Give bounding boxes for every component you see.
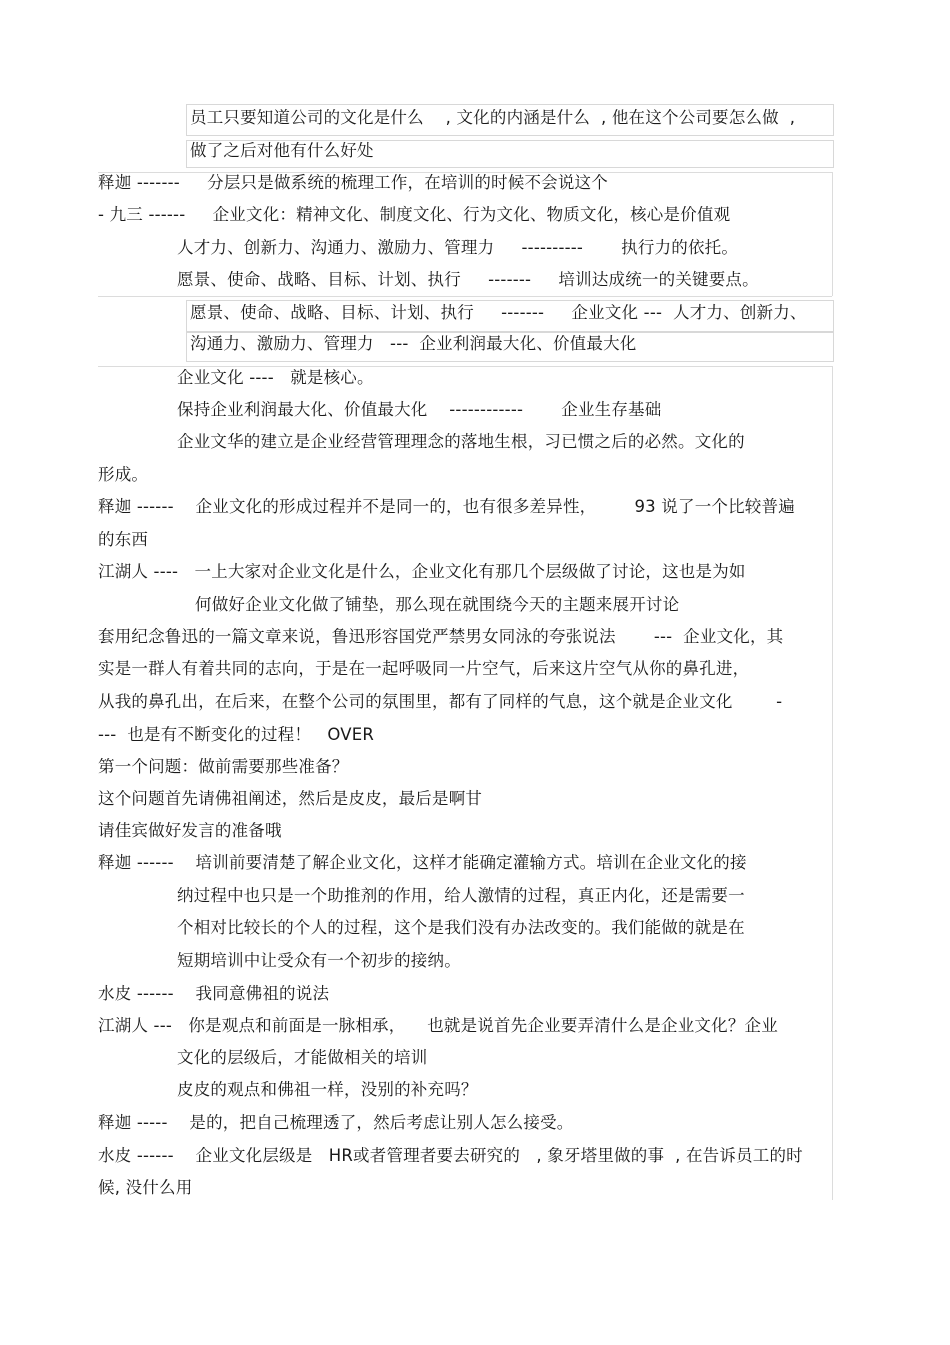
- text-line: 江湖人 --- 你是观点和前面是一脉相承， 也就是说首先企业要弄清什么是企业文化？企业: [98, 1016, 778, 1035]
- text-line: 员工只要知道公司的文化是什么 , 文化的内涵是什么 , 他在这个公司要怎么做 ,: [190, 108, 796, 127]
- text-line: 释迦 ------ 企业文化的形成过程并不是同一的，也有很多差异性， 93 说了一个比较普遍: [98, 497, 795, 516]
- text-line: 愿景、使命、战略、目标、计划、执行 ------- 培训达成统一的关键要点。: [177, 270, 759, 289]
- text-line: --- 也是有不断变化的过程！ OVER: [98, 725, 375, 744]
- text-line: 释迦 ------ 培训前要清楚了解企业文化，这样才能确定灌输方式。培训在企业文化的接: [98, 853, 747, 872]
- text-line: 释迦 ------- 分层只是做系统的梳理工作，在培训的时候不会说这个: [98, 173, 608, 192]
- table-rule: [832, 366, 833, 1200]
- text-line: 纳过程中也只是一个助推剂的作用，给人激情的过程，真正内化，还是需要一: [177, 886, 745, 905]
- text-line: 沟通力、激励力、管理力 --- 企业利润最大化、价值最大化: [190, 334, 637, 353]
- text-line: 释迦 ----- 是的，把自己梳理透了，然后考虑让别人怎么接受。: [98, 1113, 574, 1132]
- text-line: 江湖人 ---- 一上大家对企业文化是什么，企业文化有那几个层级做了讨论，这也是为如: [98, 562, 746, 581]
- text-line: - 九三 ------ 企业文化：精神文化、制度文化、行为文化、物质文化，核心是价值观: [98, 205, 731, 224]
- text-line: 保持企业利润最大化、价值最大化 ------------ 企业生存基础: [177, 400, 662, 419]
- text-line: 第一个问题：做前需要那些准备？: [98, 757, 349, 776]
- text-line: 这个问题首先请佛祖阐述，然后是皮皮，最后是啊甘: [98, 789, 483, 808]
- table-rule: [832, 172, 833, 296]
- text-line: 水皮 ------ 企业文化层级是 HR或者管理者要去研究的 , 象牙塔里做的事 , 在告诉员工的时: [98, 1146, 803, 1165]
- text-line: 从我的鼻孔出，在后来，在整个公司的氛围里，都有了同样的气息，这个就是企业文化 -: [98, 692, 783, 711]
- text-line: 人才力、创新力、沟通力、激励力、管理力 ---------- 执行力的依托。: [177, 238, 739, 257]
- text-line: 形成。: [98, 465, 149, 484]
- text-line: 候, 没什么用: [98, 1178, 193, 1197]
- text-line: 的东西: [98, 530, 149, 549]
- text-line: 企业文华的建立是企业经营管理理念的落地生根，习已惯之后的必然。文化的: [177, 432, 745, 451]
- text-line: 文化的层级后，才能做相关的培训: [177, 1048, 428, 1067]
- text-line: 水皮 ------ 我同意佛祖的说法: [98, 984, 330, 1003]
- text-line: 实是一群人有着共同的志向，于是在一起呼吸同一片空气，后来这片空气从你的鼻孔进，: [98, 659, 750, 678]
- text-line: 愿景、使命、战略、目标、计划、执行 ------- 企业文化 --- 人才力、创新力、: [190, 303, 807, 322]
- text-line: 做了之后对他有什么好处: [190, 141, 374, 160]
- table-rule: [98, 366, 832, 367]
- text-line: 何做好企业文化做了铺垫，那么现在就围绕今天的主题来展开讨论: [195, 595, 680, 614]
- text-line: 个相对比较长的个人的过程，这个是我们没有办法改变的。我们能做的就是在: [177, 918, 745, 937]
- text-line: 套用纪念鲁迅的一篇文章来说，鲁迅形容国党严禁男女同泳的夸张说法 --- 企业文化，其: [98, 627, 784, 646]
- text-line: 企业文化 ---- 就是核心。: [177, 368, 374, 387]
- table-rule: [98, 296, 832, 297]
- text-line: 请佳宾做好发言的准备哦: [98, 821, 282, 840]
- text-line: 短期培训中让受众有一个初步的接纳。: [177, 951, 461, 970]
- text-line: 皮皮的观点和佛祖一样，没别的补充吗？: [177, 1080, 478, 1099]
